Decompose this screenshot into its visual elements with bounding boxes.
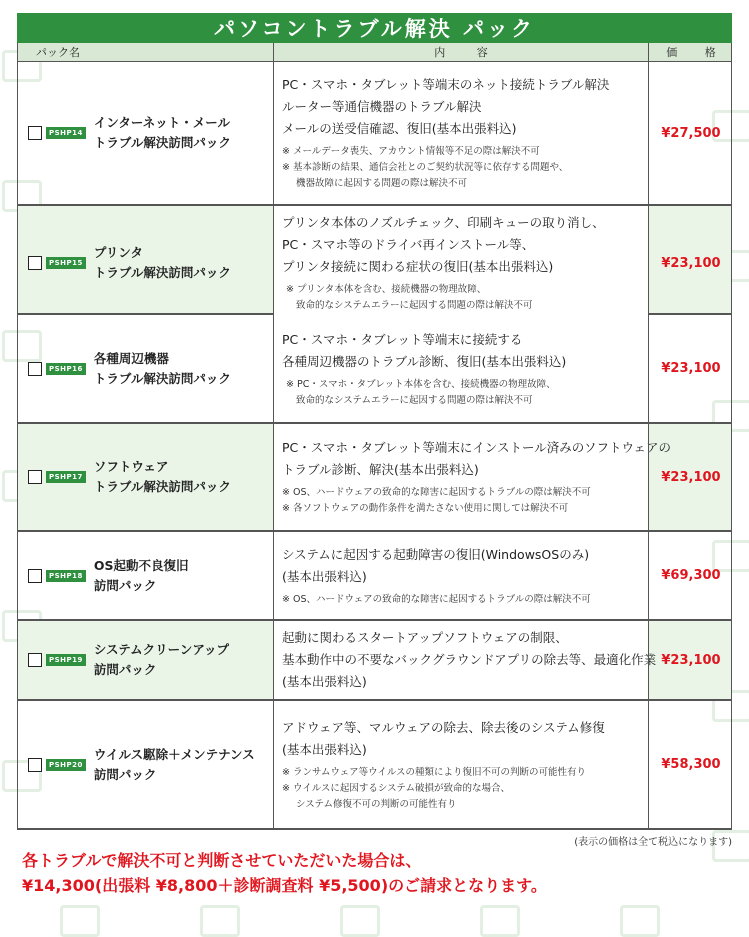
pack-checkbox[interactable] bbox=[28, 470, 42, 484]
content-line: 各種周辺機器のトラブル診断、復旧(基本出張料込) bbox=[282, 353, 567, 369]
content-note: ※ 基本診断の結果、通信会社とのご契約状況等に依存する問題や、 bbox=[282, 162, 569, 173]
pack-content-cell bbox=[273, 701, 648, 828]
pack-price: ¥23,100 bbox=[648, 424, 733, 530]
content-line: ルーター等通信機器のトラブル解決 bbox=[282, 99, 482, 114]
pack-name-line: プリンタ bbox=[93, 245, 143, 260]
content-line: (基本出張料込) bbox=[282, 741, 367, 757]
pack-name-line: トラブル解決訪問パック bbox=[93, 479, 231, 494]
pack-name bbox=[94, 349, 231, 389]
pack-price: ¥23,100 bbox=[648, 206, 733, 320]
pack-checkbox[interactable] bbox=[28, 126, 42, 140]
pack-content-cell bbox=[273, 532, 648, 619]
pack-row bbox=[17, 621, 732, 701]
pack-code-badge: PSHP16 bbox=[46, 363, 86, 375]
content-line: システムに起因する起動障害の復旧(WindowsOSのみ) bbox=[282, 546, 590, 562]
pack-name-cell bbox=[18, 532, 273, 619]
content-note: 機器故障に起因する問題の際は解決不可 bbox=[296, 178, 468, 189]
content-note: ※ ランサムウェア等ウイルスの種類により復旧不可の判断の可能性有り bbox=[282, 766, 587, 778]
content-note: ※ OS、ハードウェアの致命的な障害に起因するトラブルの際は解決不可 bbox=[282, 593, 591, 605]
content-line: PC・スマホ・タブレット等端末にインストール済みのソフトウェアの bbox=[282, 440, 672, 455]
content-line: 基本動作中の不要なバックグラウンドアプリの除去等、最適化作業 bbox=[282, 652, 657, 667]
pack-checkbox[interactable] bbox=[28, 758, 42, 772]
pack-price: ¥27,500 bbox=[648, 62, 733, 204]
pack-price: ¥58,300 bbox=[648, 701, 733, 828]
pack-price: ¥69,300 bbox=[648, 532, 733, 619]
content-line: プリンタ接続に関わる症状の復旧(基本出張料込) bbox=[282, 259, 554, 274]
pack-name-cell bbox=[18, 621, 273, 699]
pack-table bbox=[17, 62, 732, 830]
content-note: 致命的なシステムエラーに起因する問題の際は解決不可 bbox=[296, 394, 533, 406]
content-note: ※ ウイルスに起因するシステム破損が致命的な場合、 bbox=[282, 782, 510, 794]
pack-code-badge: PSHP14 bbox=[46, 127, 86, 139]
unresolved-notice bbox=[22, 848, 732, 898]
content-line: メールの送受信確認、復旧(基本出張料込) bbox=[282, 121, 517, 136]
pack-name-line: 訪問パック bbox=[93, 577, 157, 593]
pack-checkbox[interactable] bbox=[28, 256, 42, 270]
content-line: (基本出張料込) bbox=[282, 674, 367, 689]
content-note: 致命的なシステムエラーに起因する問題の際は解決不可 bbox=[296, 300, 533, 311]
pack-name-line: システムクリーンアップ bbox=[93, 642, 230, 657]
content-line: (基本出張料込) bbox=[282, 568, 367, 584]
pack-name bbox=[94, 556, 189, 596]
pack-row bbox=[17, 532, 732, 621]
content-note: ※ 各ソフトウェアの動作条件を満たさない使用に関しては解決不可 bbox=[282, 503, 569, 514]
pack-content-cell bbox=[273, 315, 648, 422]
pack-content-cell bbox=[273, 424, 672, 530]
pack-row bbox=[17, 62, 732, 206]
pack-name-cell bbox=[18, 206, 273, 320]
header-content: 内 容 bbox=[273, 43, 648, 61]
pack-checkbox[interactable] bbox=[28, 569, 42, 583]
pack-content-cell bbox=[273, 621, 657, 699]
pack-price: ¥23,100 bbox=[648, 315, 733, 422]
pack-checkbox[interactable] bbox=[28, 362, 42, 376]
pack-name-cell bbox=[18, 315, 273, 422]
pack-code-badge: PSHP15 bbox=[46, 257, 86, 269]
content-line: プリンタ本体のノズルチェック、印刷キューの取り消し、 bbox=[282, 215, 605, 230]
pack-name bbox=[94, 457, 231, 497]
pack-code-badge: PSHP18 bbox=[46, 570, 86, 582]
content-line: トラブル診断、解決(基本出張料込) bbox=[282, 462, 479, 477]
pack-row bbox=[17, 206, 732, 315]
pack-content-cell bbox=[273, 62, 648, 204]
pack-name-line: OS起動不良復旧 bbox=[93, 557, 189, 573]
pack-price: ¥23,100 bbox=[648, 621, 733, 699]
pack-code-badge: PSHP20 bbox=[46, 759, 86, 771]
content-note: ※ OS、ハードウェアの致命的な障害に起因するトラブルの際は解決不可 bbox=[282, 487, 591, 498]
header-price: 価 格 bbox=[648, 43, 733, 61]
pack-row bbox=[17, 701, 732, 830]
notice-line: ¥14,300(出張料 ¥8,800＋診断調査料 ¥5,500)のご請求となります。 bbox=[22, 876, 547, 895]
pack-name bbox=[94, 745, 255, 785]
pack-name-line: トラブル解決訪問パック bbox=[93, 370, 231, 386]
pack-name-line: 各種周辺機器 bbox=[93, 350, 169, 366]
content-line: 起動に関わるスタートアップソフトウェアの制限、 bbox=[282, 630, 568, 645]
pack-name-cell bbox=[18, 62, 273, 204]
pack-name-cell bbox=[18, 701, 273, 828]
pack-row bbox=[17, 315, 732, 424]
pack-checkbox[interactable] bbox=[28, 653, 42, 667]
pack-name-line: トラブル解決訪問パック bbox=[93, 135, 231, 150]
pack-content-cell bbox=[273, 206, 648, 320]
content-line: PC・スマホ等のドライバ再インストール等、 bbox=[282, 237, 535, 252]
pack-name bbox=[94, 113, 231, 153]
pack-code-badge: PSHP19 bbox=[46, 654, 86, 666]
pack-name-line: ウイルス駆除＋メンテナンス bbox=[93, 746, 255, 762]
pack-name bbox=[94, 640, 229, 680]
pack-name-line: トラブル解決訪問パック bbox=[93, 265, 231, 280]
page-title: パソコントラブル解決 パック bbox=[17, 13, 732, 43]
pack-name-line: 訪問パック bbox=[93, 766, 157, 782]
pack-name-line: インターネット・メール bbox=[93, 115, 231, 130]
content-line: PC・スマホ・タブレット等端末のネット接続トラブル解決 bbox=[282, 77, 610, 92]
content-note: ※ メールデータ喪失、アカウント情報等不足の際は解決不可 bbox=[282, 146, 540, 157]
header-pack-name: パック名 bbox=[36, 46, 80, 59]
pack-name bbox=[94, 243, 231, 283]
pack-name-cell bbox=[18, 424, 273, 530]
notice-line: 各トラブルで解決不可と判断させていただいた場合は、 bbox=[22, 851, 422, 870]
content-note: ※ プリンタ本体を含む、接続機器の物理故障、 bbox=[286, 284, 487, 295]
content-note: ※ PC・スマホ・タブレット本体を含む、接続機器の物理故障、 bbox=[286, 378, 556, 390]
tax-footnote: (表示の価格は全て税込になります) bbox=[574, 837, 732, 848]
pack-name-line: 訪問パック bbox=[93, 662, 157, 677]
content-note: システム修復不可の判断の可能性有り bbox=[296, 798, 457, 810]
content-line: アドウェア等、マルウェアの除去、除去後のシステム修復 bbox=[282, 719, 605, 735]
content-line: PC・スマホ・タブレット等端末に接続する bbox=[282, 331, 523, 347]
pack-name-line: ソフトウェア bbox=[93, 459, 169, 474]
pack-row bbox=[17, 424, 732, 532]
table-header bbox=[17, 43, 732, 62]
price-sheet bbox=[17, 13, 732, 898]
pack-code-badge: PSHP17 bbox=[46, 471, 86, 483]
